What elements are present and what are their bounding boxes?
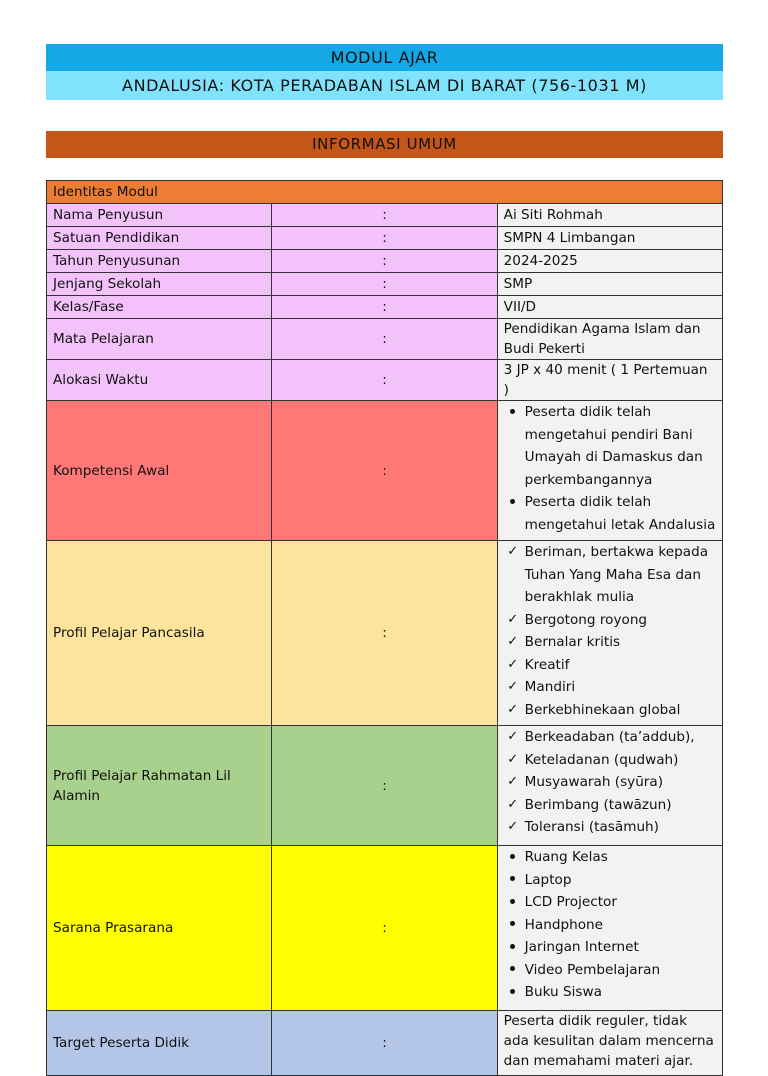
bullet-dot-icon: [506, 959, 520, 982]
list-item-text: Peserta didik telah mengetahui pendiri Bani Umayah di Damaskus dan perkembangannya: [524, 404, 703, 488]
row-colon: :: [272, 726, 497, 846]
table-row-sarana: [47, 846, 723, 1011]
list-item-text: Bernalar kritis: [524, 634, 621, 650]
table-row-profil-rahmatan: [47, 726, 723, 846]
row-colon: :: [272, 846, 497, 1011]
row-colon: :: [272, 204, 497, 227]
profil-pancasila-list: [504, 541, 716, 721]
list-item-text: Buku Siswa: [524, 984, 602, 1000]
row-label: Profil Pelajar Pancasila: [47, 541, 272, 726]
list-item-text: Peserta didik telah mengetahui letak Andalusia: [524, 494, 716, 533]
row-label: Satuan Pendidikan: [47, 227, 272, 250]
bullet-dot-icon: [506, 491, 520, 514]
list-item-text: Mandiri: [524, 679, 576, 695]
checkmark-icon: ✓: [507, 729, 519, 744]
row-colon: :: [272, 250, 497, 273]
row-value: 2024-2025: [497, 250, 722, 273]
list-item-text: Jaringan Internet: [524, 939, 639, 955]
row-colon: :: [272, 401, 497, 541]
list-item-text: Toleransi (tasāmuh): [524, 819, 659, 835]
bullet-dot-icon: [506, 981, 520, 1004]
table-row-profil-pancasila: [47, 541, 723, 726]
table-header-row: [47, 181, 723, 204]
row-value: VII/D: [497, 296, 722, 319]
table-row: [47, 227, 723, 250]
bullet-dot-icon: [506, 936, 520, 959]
list-item-text: Kreatif: [524, 656, 570, 673]
checkmark-icon: ✓: [507, 796, 519, 812]
list-item: [504, 914, 716, 937]
row-value: [497, 401, 722, 541]
row-label: Kelas/Fase: [47, 296, 272, 319]
list-item-text: Bergotong royong: [524, 611, 648, 628]
list-item: [504, 401, 716, 491]
list-item-text: Berkeadaban (ta’addub),: [524, 729, 695, 745]
row-value: SMPN 4 Limbangan: [497, 227, 722, 250]
list-item: [504, 699, 716, 722]
list-item-text: Berimbang (tawāzun): [524, 796, 672, 813]
list-item-text: Laptop: [524, 871, 572, 888]
table-row: [47, 250, 723, 273]
row-label: Tahun Penyusunan: [47, 250, 272, 273]
list-item: [504, 936, 716, 959]
table-row-kompetensi-awal: [47, 401, 723, 541]
bullet-dot-icon: [506, 401, 520, 424]
row-colon: :: [272, 273, 497, 296]
module-title: MODUL AJAR: [46, 44, 723, 71]
list-item-text: Beriman, bertakwa kepada Tuhan Yang Maha Esa dan berakhlak mulia: [524, 544, 709, 605]
list-item: [504, 869, 716, 892]
bullet-dot-icon: [506, 914, 520, 937]
checkmark-icon: ✓: [507, 634, 519, 649]
list-item: [504, 491, 716, 536]
table-row: [47, 204, 723, 227]
section-title: INFORMASI UMUM: [46, 131, 723, 158]
row-label: Profil Pelajar Rahmatan Lil Alamin: [47, 726, 272, 846]
checkmark-icon: ✓: [507, 679, 519, 694]
row-value: [497, 726, 722, 846]
row-label: Kompetensi Awal: [47, 401, 272, 541]
row-colon: :: [272, 1011, 497, 1076]
list-item-text: Musyawarah (syūra): [524, 774, 664, 790]
row-value: Ai Siti Rohmah: [497, 204, 722, 227]
list-item: [504, 891, 716, 914]
list-item: [504, 816, 716, 839]
row-label: Sarana Prasarana: [47, 846, 272, 1011]
list-item-text: Ruang Kelas: [524, 849, 608, 865]
table-row: [47, 296, 723, 319]
checkmark-icon: ✓: [507, 774, 519, 789]
checkmark-icon: ✓: [507, 611, 519, 627]
list-item-text: Handphone: [524, 916, 603, 933]
list-item-text: LCD Projector: [524, 894, 617, 910]
row-colon: :: [272, 360, 497, 401]
row-label: Alokasi Waktu: [47, 360, 272, 401]
list-item: [504, 654, 716, 677]
bullet-dot-icon: [506, 846, 520, 869]
list-item: [504, 959, 716, 982]
row-label: Nama Penyusun: [47, 204, 272, 227]
row-colon: :: [272, 541, 497, 726]
table-row: [47, 360, 723, 401]
row-value: Pendidikan Agama Islam dan Budi Pekerti: [497, 319, 722, 360]
module-subtitle: ANDALUSIA: KOTA PERADABAN ISLAM DI BARAT (756-1031 M): [46, 71, 723, 100]
table-row: [47, 319, 723, 360]
list-item-text: Video Pembelajaran: [524, 961, 661, 978]
list-item: [504, 749, 716, 772]
list-item: [504, 771, 716, 794]
row-value: [497, 541, 722, 726]
row-colon: :: [272, 227, 497, 250]
list-item: [504, 609, 716, 632]
list-item: [504, 726, 716, 749]
checkmark-icon: ✓: [507, 701, 519, 717]
checkmark-icon: ✓: [507, 819, 519, 834]
list-item: [504, 846, 716, 869]
checkmark-icon: ✓: [507, 656, 519, 672]
row-value: SMP: [497, 273, 722, 296]
row-label: Jenjang Sekolah: [47, 273, 272, 296]
bullet-dot-icon: [506, 869, 520, 892]
list-item: [504, 541, 716, 609]
table-row: [47, 273, 723, 296]
list-item: [504, 981, 716, 1004]
row-label: Target Peserta Didik: [47, 1011, 272, 1076]
checkmark-icon: ✓: [507, 751, 519, 767]
row-label: Mata Pelajaran: [47, 319, 272, 360]
table-header: Identitas Modul: [47, 181, 723, 204]
table-row-target: [47, 1011, 723, 1076]
list-item: [504, 794, 716, 817]
sarana-list: [504, 846, 716, 1004]
row-colon: :: [272, 296, 497, 319]
row-value: [497, 846, 722, 1011]
row-value: Peserta didik reguler, tidak ada kesulitan dalam mencerna dan memahami materi ajar.: [497, 1011, 722, 1076]
list-item-text: Berkebhinekaan global: [524, 701, 681, 718]
row-value: 3 JP x 40 menit ( 1 Pertemuan ): [497, 360, 722, 401]
bullet-dot-icon: [506, 891, 520, 914]
list-item-text: Keteladanan (qudwah): [524, 751, 679, 768]
profil-rahmatan-list: [504, 726, 716, 839]
checkmark-icon: ✓: [507, 544, 519, 559]
row-colon: :: [272, 319, 497, 360]
list-item: [504, 631, 716, 654]
module-info-table: [46, 180, 723, 1076]
kompetensi-awal-list: [504, 401, 716, 536]
list-item: [504, 676, 716, 699]
